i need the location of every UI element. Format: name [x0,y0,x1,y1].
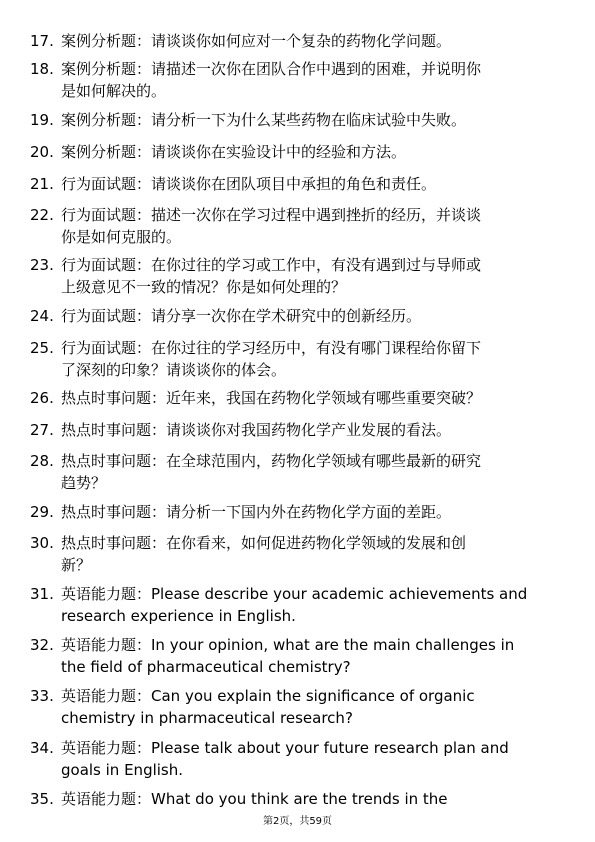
question-number: 29. [30,503,54,521]
question-text-line: 新？ [61,556,92,574]
question-text-line: goals in English. [61,761,184,779]
question-text-line: research experience in English. [61,607,296,625]
question-text [61,419,561,441]
question-text [61,254,561,298]
question-text [61,450,561,494]
question-text [61,30,561,52]
question-text-line: 案例分析题：请谈谈你在实验设计中的经验和方法。 [61,143,407,161]
question-number: 30. [30,534,54,552]
question-text [61,583,561,627]
question-text [61,387,561,409]
question-text-line: 热点时事问题：在你看来，如何促进药物化学领域的发展和创 [61,534,467,552]
question-text [61,109,561,131]
question-text-line: the field of pharmaceutical chemistry? [61,658,351,676]
question-number: 24. [30,307,54,325]
question-text-line: 行为面试题：在你过往的学习经历中，有没有哪门课程给你留下 [61,339,482,357]
question-text-line: 行为面试题：请分享一次你在学术研究中的创新经历。 [61,307,422,325]
question-number: 32. [30,636,54,654]
question-number: 22. [30,206,54,224]
question-text-line: 英语能力题：Can you explain the significance of organic [61,687,475,705]
question-text [61,173,561,195]
question-text [61,337,561,381]
question-text [61,58,561,102]
question-number: 27. [30,421,54,439]
question-text [61,204,561,248]
page-footer: 第2页，共59页 [262,816,333,827]
question-text-line: 是如何解决的。 [61,82,167,100]
question-text [61,141,561,163]
question-text-line: 热点时事问题：近年来，我国在药物化学领域有哪些重要突破？ [61,389,482,407]
question-number: 28. [30,452,54,470]
question-text-line: chemistry in pharmaceutical research? [61,709,353,727]
question-text-line: 案例分析题：请分析一下为什么某些药物在临床试验中失败。 [61,111,467,129]
question-text-line: 上级意见不一致的情况？你是如何处理的？ [61,278,347,296]
question-text [61,501,561,523]
question-number: 25. [30,339,54,357]
question-text-line: 行为面试题：请谈谈你在团队项目中承担的角色和责任。 [61,175,437,193]
question-number: 26. [30,389,54,407]
question-number: 17. [30,32,54,50]
question-number: 31. [30,585,54,603]
question-text-line: 案例分析题：请描述一次你在团队合作中遇到的困难，并说明你 [61,60,482,78]
question-text-line: 英语能力题：Please describe your academic achievements and [61,585,528,603]
question-text [61,737,561,781]
question-number: 23. [30,256,54,274]
question-number: 21. [30,175,54,193]
question-number: 34. [30,739,54,757]
question-text-line: 英语能力题：In your opinion, what are the main challenges in [61,636,515,654]
question-text-line: 你是如何克服的。 [61,228,182,246]
question-text [61,532,561,576]
question-number: 20. [30,143,54,161]
question-text-line: 英语能力题：What do you think are the trends in the [61,790,448,808]
question-text-line: 英语能力题：Please talk about your future research plan and [61,739,509,757]
question-number: 18. [30,60,54,78]
question-text [61,305,561,327]
question-text [61,685,561,729]
question-text [61,788,561,810]
question-text-line: 案例分析题：请谈谈你如何应对一个复杂的药物化学问题。 [61,32,452,50]
question-text-line: 热点时事问题：在全球范围内，药物化学领域有哪些最新的研究 [61,452,482,470]
question-number: 33. [30,687,54,705]
question-text-line: 热点时事问题：请谈谈你对我国药物化学产业发展的看法。 [61,421,452,439]
question-text-line: 行为面试题：在你过往的学习或工作中，有没有遇到过与导师或 [61,256,482,274]
question-text-line: 趋势？ [61,474,107,492]
question-text-line: 了深刻的印象？请谈谈你的体会。 [61,361,287,379]
question-text [61,634,561,678]
question-text-line: 热点时事问题：请分析一下国内外在药物化学方面的差距。 [61,503,452,521]
question-text-line: 行为面试题：描述一次你在学习过程中遇到挫折的经历，并谈谈 [61,206,482,224]
question-number: 19. [30,111,54,129]
question-number: 35. [30,790,54,808]
